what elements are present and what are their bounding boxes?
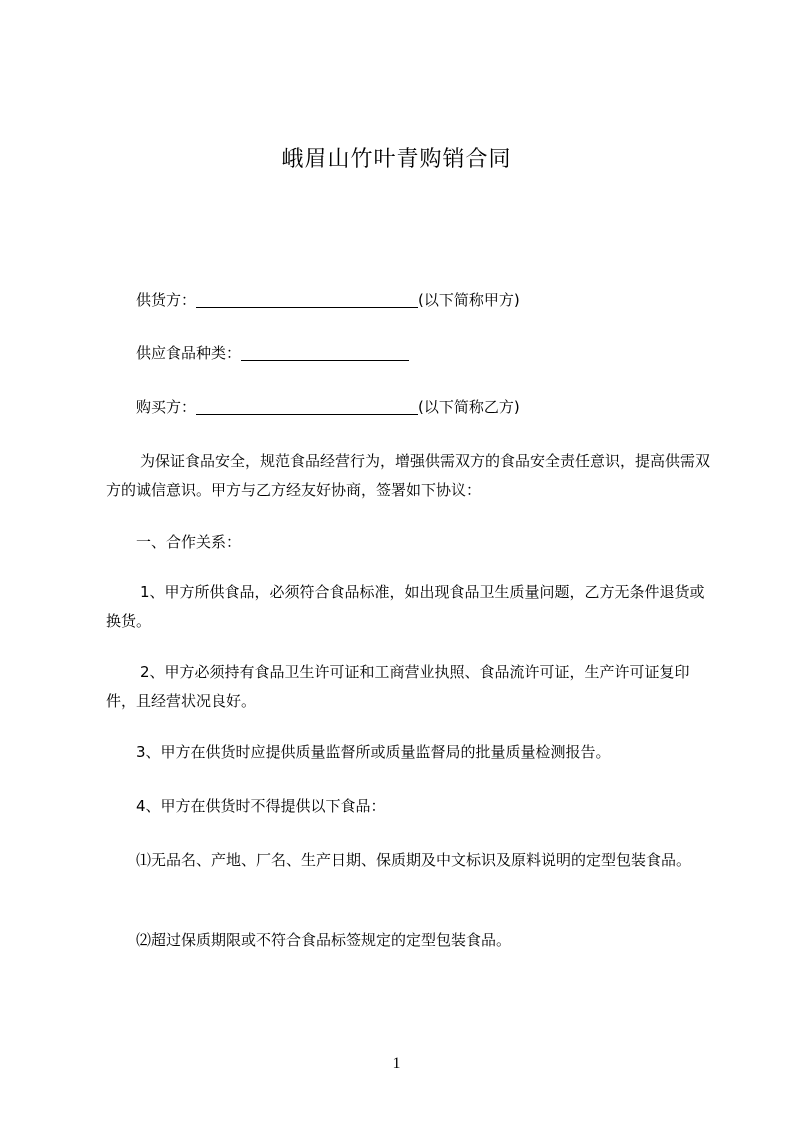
section-heading: 一、合作关系： — [136, 533, 242, 551]
buyer-blank — [196, 398, 418, 415]
clause-3: 3、甲方在供货时应提供质量监督所或质量监督局的批量质量检测报告。 — [136, 743, 611, 761]
buyer-suffix: (以下简称乙方) — [418, 398, 520, 416]
list-item-2: ⑵超过保质期限或不符合食品标签规定的定型包装食品。 — [136, 931, 512, 949]
list-item-1: ⑴无品名、产地、厂名、生产日期、保质期及中文标识及原料说明的定型包装食品。 — [136, 851, 692, 869]
food-type-blank — [241, 344, 409, 361]
contract-title: 峨眉山竹叶青购销合同 — [281, 147, 512, 172]
supplier-line — [106, 286, 711, 315]
buyer-label: 购买方： — [136, 398, 197, 416]
buyer-line — [106, 393, 711, 422]
clause-4: 4、甲方在供货时不得提供以下食品： — [136, 797, 386, 815]
clause-2: 2、甲方必须持有食品卫生许可证和工商营业执照、食品流许可证，生产许可证复印件，且经营状况良好。 — [106, 663, 690, 710]
supplier-blank — [196, 291, 418, 308]
page-number: 1 — [392, 1055, 401, 1072]
supplier-label: 供货方： — [136, 291, 197, 309]
clause-1: 1、甲方所供食品，必须符合食品标准，如出现食品卫生质量问题，乙方无条件退货或换货。 — [106, 583, 705, 630]
intro-paragraph: 为保证食品安全，规范食品经营行为，增强供需双方的食品安全责任意识，提高供需双方的诚信意识。甲方与乙方经友好协商，签署如下协议： — [106, 452, 711, 499]
food-type-label: 供应食品种类： — [136, 344, 242, 362]
supplier-suffix: (以下简称甲方) — [418, 291, 520, 309]
food-type-line — [106, 339, 711, 368]
